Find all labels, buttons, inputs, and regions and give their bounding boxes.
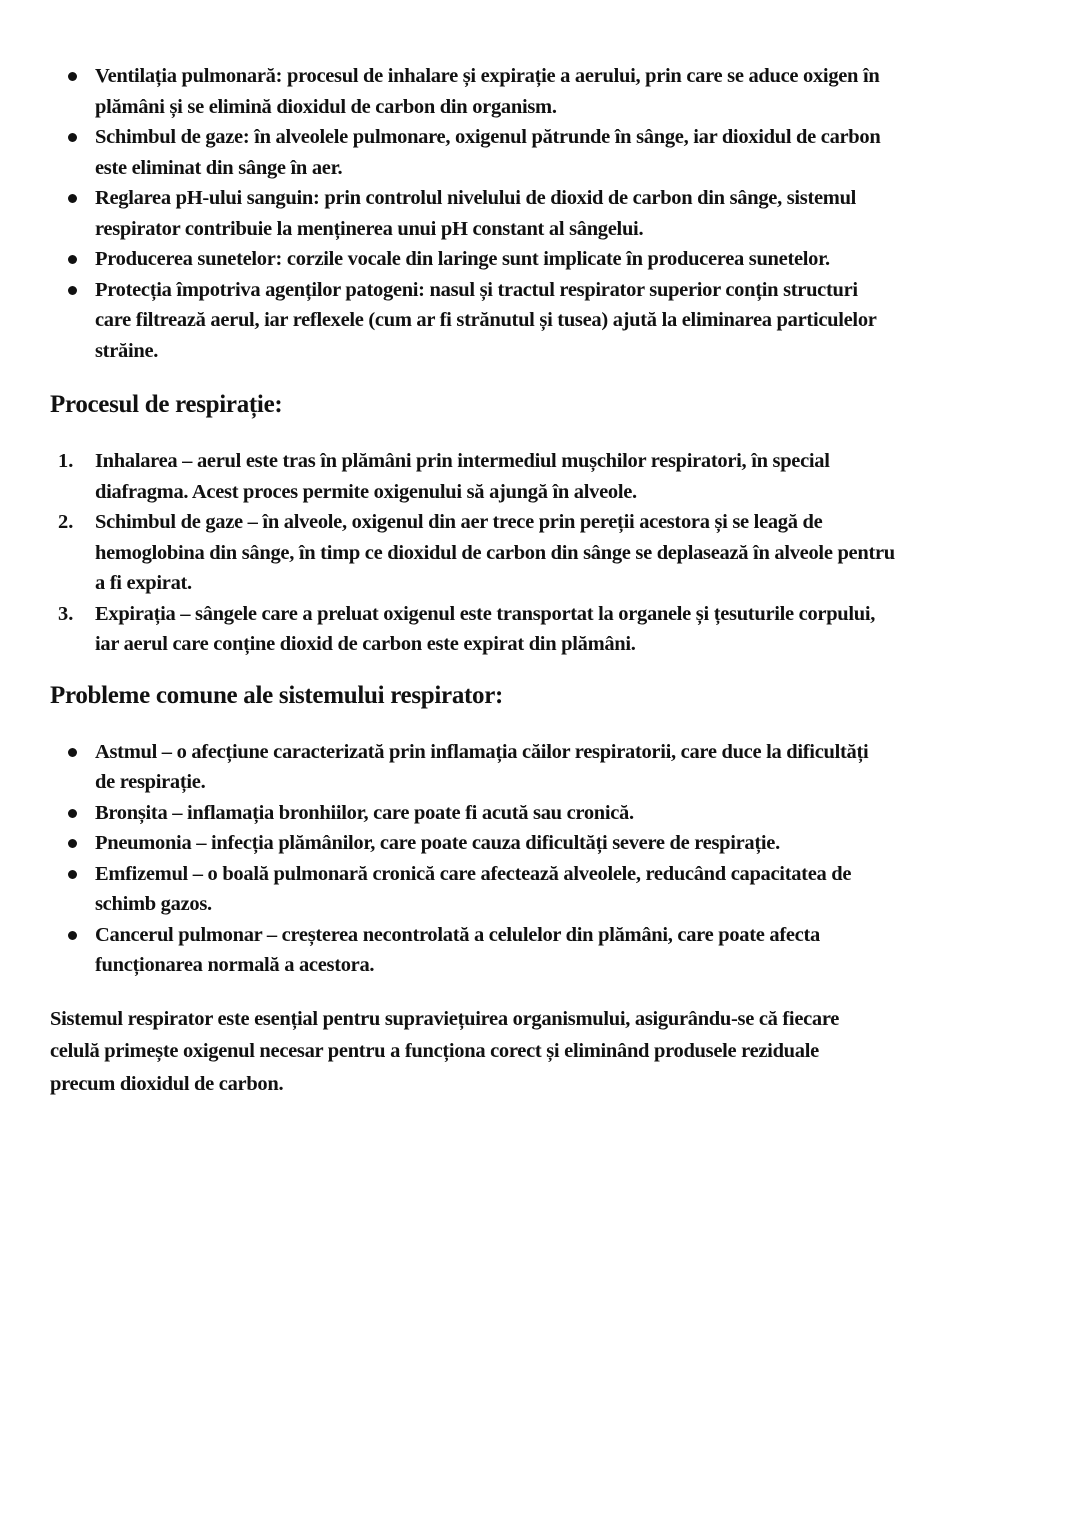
text-line: Producerea sunetelor: corzile vocale din laringe sunt implicate în producerea sunetelor. bbox=[95, 248, 830, 270]
bullet-icon bbox=[68, 133, 77, 142]
list-item bbox=[50, 446, 1040, 507]
text-line: Bronșita – inflamația bronhiilor, care poate fi acută sau cronică. bbox=[95, 801, 634, 824]
text-line: care filtrează aerul, iar reflexele (cum ar fi strănutul și tusea) ajută la eliminarea particulelor bbox=[95, 309, 877, 331]
problems-heading: Probleme comune ale sistemului respirator: bbox=[50, 681, 504, 709]
text-line: de respirație. bbox=[95, 771, 206, 793]
text-line: Inhalarea – aerul este tras în plămâni prin intermediul mușchilor respiratori, în special bbox=[95, 450, 830, 472]
text-line: funcționarea normală a acestora. bbox=[95, 954, 375, 976]
problems-list bbox=[50, 737, 1040, 981]
text-line: diafragma. Acest proces permite oxigenului să ajungă în alveole. bbox=[95, 480, 637, 503]
text-line: Reglarea pH-ului sanguin: prin controlul nivelului de dioxid de carbon din sânge, sistemul bbox=[95, 187, 857, 209]
text-line: Pneumonia – infecția plămânilor, care poate cauza dificultăți severe de respirație. bbox=[95, 832, 780, 854]
text-line: celulă primește oxigenul necesar pentru a funcționa corect și eliminând produsele reziduale bbox=[50, 1040, 819, 1062]
list-item bbox=[50, 920, 1040, 981]
bullet-icon bbox=[68, 255, 77, 264]
list-item bbox=[50, 828, 1040, 859]
list-item bbox=[50, 183, 1040, 244]
step-number: 1. bbox=[58, 450, 74, 472]
bullet-icon bbox=[68, 748, 77, 757]
document-page bbox=[50, 61, 1040, 1100]
list-item bbox=[50, 61, 1040, 122]
process-steps-list bbox=[50, 446, 1040, 660]
list-item bbox=[50, 244, 1040, 275]
list-item bbox=[50, 859, 1040, 920]
list-item bbox=[50, 798, 1040, 829]
step-number: 2. bbox=[58, 511, 74, 533]
bullet-icon bbox=[68, 194, 77, 203]
text-line: Cancerul pulmonar – creșterea necontrolată a celulelor din plămâni, care poate afecta bbox=[95, 923, 820, 946]
list-item bbox=[50, 507, 1040, 599]
list-item bbox=[50, 122, 1040, 183]
text-line: plămâni și se elimină dioxidul de carbon din organism. bbox=[95, 95, 557, 118]
text-line: Schimbul de gaze – în alveole, oxigenul din aer trece prin pereții acestora și se leagă de bbox=[95, 511, 823, 533]
text-line: a fi expirat. bbox=[95, 572, 192, 594]
process-heading: Procesul de respirație: bbox=[50, 391, 283, 418]
text-line: Ventilația pulmonară: procesul de inhalare și expirație a aerului, prin care se aduce oxigen în bbox=[95, 65, 880, 87]
bullet-icon bbox=[68, 839, 77, 848]
text-line: Astmul – o afecțiune caracterizată prin inflamația căilor respiratorii, care duce la dificultăți bbox=[95, 740, 869, 763]
text-line: Emfizemul – o boală pulmonară cronică care afectează alveolele, reducând capacitatea de bbox=[95, 862, 852, 885]
conclusion-paragraph bbox=[50, 1003, 1040, 1101]
text-line: iar aerul care conține dioxid de carbon este expirat din plămâni. bbox=[95, 633, 636, 655]
text-line: precum dioxidul de carbon. bbox=[50, 1072, 284, 1095]
step-number: 3. bbox=[58, 602, 74, 625]
bullet-icon bbox=[68, 870, 77, 879]
text-line: hemoglobina din sânge, în timp ce dioxidul de carbon din sânge se deplasează în alveole pentru bbox=[95, 541, 895, 564]
text-line: schimb gazos. bbox=[95, 893, 212, 915]
bullet-icon bbox=[68, 286, 77, 295]
text-line: străine. bbox=[95, 339, 159, 362]
functions-list bbox=[50, 61, 1040, 366]
bullet-icon bbox=[68, 931, 77, 940]
list-item bbox=[50, 599, 1040, 660]
text-line: Protecția împotriva agenților patogeni: nasul și tractul respirator superior conțin structuri bbox=[95, 278, 858, 301]
text-line: Expirația – sângele care a preluat oxigenul este transportat la organele și țesuturile corpului, bbox=[95, 602, 876, 625]
list-item bbox=[50, 737, 1040, 798]
text-line: este eliminat din sânge în aer. bbox=[95, 156, 343, 179]
bullet-icon bbox=[68, 809, 77, 818]
text-line: respirator contribuie la menținerea unui pH constant al sângelui. bbox=[95, 217, 644, 240]
bullet-icon bbox=[68, 72, 77, 81]
text-line: Sistemul respirator este esențial pentru supraviețuirea organismului, asigurându-se că fiecare bbox=[50, 1007, 840, 1030]
list-item bbox=[50, 275, 1040, 367]
text-line: Schimbul de gaze: în alveolele pulmonare, oxigenul pătrunde în sânge, iar dioxidul de carbon bbox=[95, 126, 881, 148]
